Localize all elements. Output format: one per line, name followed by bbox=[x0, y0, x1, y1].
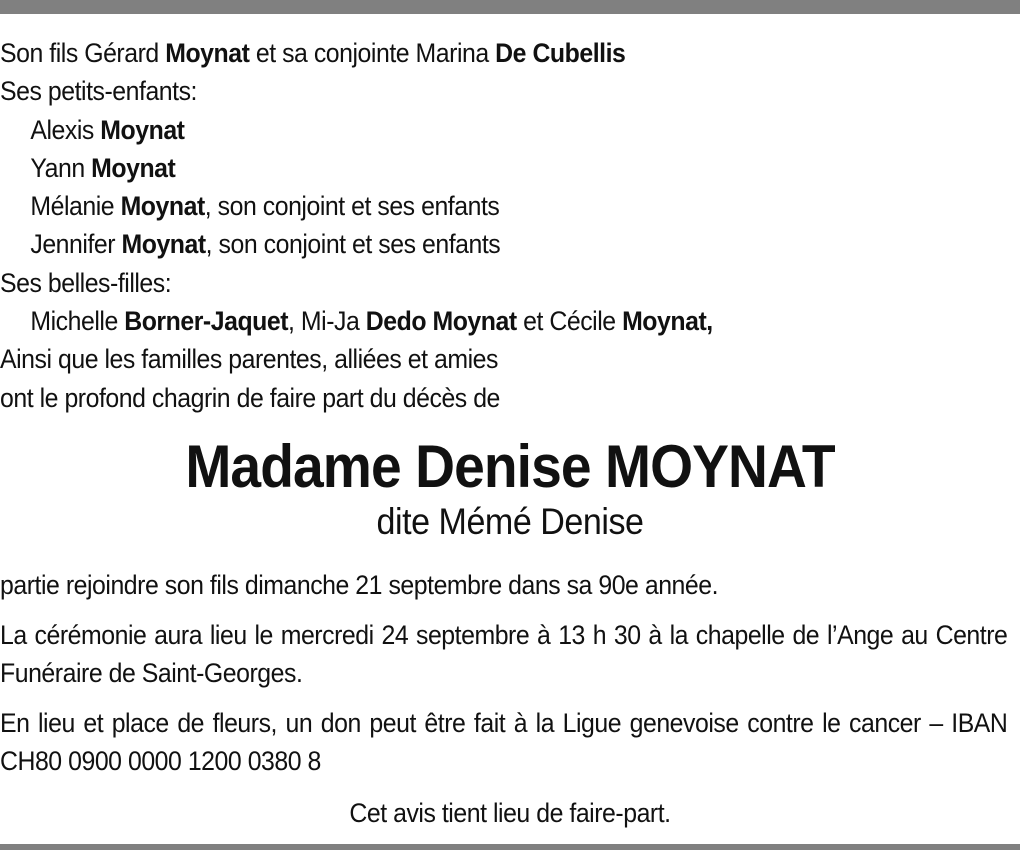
daughter-in-law-first-name: et Cécile bbox=[516, 306, 623, 337]
grandchildren-heading: Ses petits-enfants: bbox=[0, 76, 197, 107]
grandchild-first-name: Yann bbox=[30, 152, 92, 183]
son-partner-surname: De Cubellis bbox=[495, 38, 626, 68]
daughter-in-law-surname: Moynat bbox=[622, 306, 707, 337]
grandchild-surname: Moynat bbox=[100, 114, 185, 145]
closing-note: Cet avis tient lieu de faire-part. bbox=[349, 797, 671, 828]
son-partner-intro: et sa conjointe Marina bbox=[249, 38, 496, 68]
deceased-nickname: dite Mémé Denise bbox=[376, 500, 644, 542]
grandchild-surname: Moynat bbox=[121, 229, 206, 260]
grandchild-surname: Moynat bbox=[91, 152, 176, 183]
donation-paragraph: En lieu et place de fleurs, un don peut être fait à la Ligue genevoise contre le cancer – IBAN CH80 0900 0000 1200 0380 8 bbox=[0, 707, 1008, 776]
grandchild-first-name: Jennifer bbox=[30, 229, 122, 260]
son-first-name: Son fils Gérard bbox=[0, 38, 166, 68]
announcement-line: ont le profond chagrin de faire part du décès de bbox=[0, 382, 500, 413]
grandchild-item bbox=[0, 187, 938, 225]
passing-paragraph: partie rejoindre son fils dimanche 21 septembre dans sa 90e année. bbox=[0, 569, 719, 600]
top-rule bbox=[0, 0, 1020, 14]
grandchild-surname: Moynat bbox=[120, 191, 205, 222]
grandchild-suffix: , son conjoint et ses enfants bbox=[205, 229, 501, 260]
grandchild-item bbox=[0, 111, 938, 149]
daughter-in-law-surname: Borner-Jaquet bbox=[124, 306, 289, 337]
bottom-rule bbox=[0, 844, 1020, 850]
son-surname: Moynat bbox=[165, 38, 250, 68]
obituary-notice bbox=[0, 34, 1020, 832]
daughter-in-law-surname: Dedo Moynat bbox=[365, 306, 517, 337]
daughters-in-law-line bbox=[0, 302, 938, 340]
grandchild-item bbox=[0, 225, 938, 263]
son-line bbox=[0, 34, 938, 72]
deceased-block bbox=[0, 432, 1020, 542]
daughter-in-law-first-name: , Mi-Ja bbox=[288, 306, 366, 337]
grandchild-first-name: Mélanie bbox=[30, 191, 121, 222]
ceremony-paragraph: La cérémonie aura lieu le mercredi 24 septembre à 13 h 30 à la chapelle de l’Ange au Centre Funéraire de Saint-Georges. bbox=[0, 619, 1008, 688]
grandchild-item bbox=[0, 149, 938, 187]
grandchild-first-name: Alexis bbox=[30, 114, 101, 145]
daughters-in-law-end: , bbox=[706, 306, 713, 337]
daughters-in-law-heading: Ses belles-filles: bbox=[0, 267, 172, 298]
daughter-in-law-first-name: Michelle bbox=[30, 306, 125, 337]
deceased-name: Madame Denise MOYNAT bbox=[185, 432, 835, 500]
extended-family-line: Ainsi que les familles parentes, alliées et amies bbox=[0, 344, 498, 375]
grandchild-suffix: , son conjoint et ses enfants bbox=[204, 191, 500, 222]
